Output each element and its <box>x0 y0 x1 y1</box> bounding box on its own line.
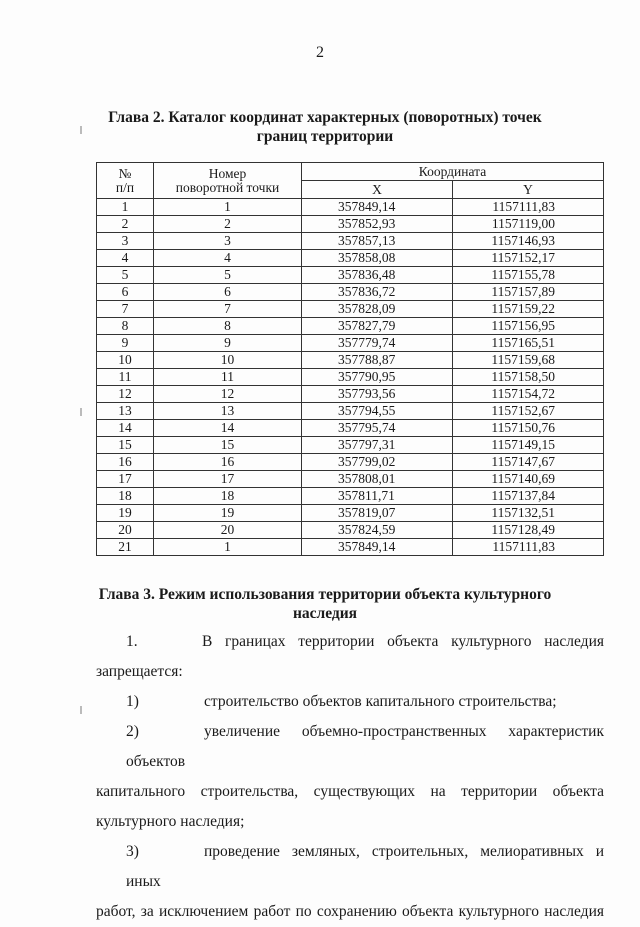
table-row <box>97 471 604 488</box>
coordinate-table <box>96 162 604 556</box>
scan-artifact <box>80 706 82 714</box>
table-body <box>97 199 604 556</box>
cell-y: 1157165,51 <box>453 335 604 352</box>
cell-y: 1157154,72 <box>453 386 604 403</box>
cell-point: 8 <box>154 318 302 335</box>
cell-num: 4 <box>97 250 154 267</box>
cell-point: 14 <box>154 420 302 437</box>
cell-point: 6 <box>154 284 302 301</box>
cell-y: 1157111,83 <box>453 199 604 216</box>
cell-num: 12 <box>97 386 154 403</box>
cell-y: 1157137,84 <box>453 488 604 505</box>
cell-y: 1157156,95 <box>453 318 604 335</box>
chapter-3-heading-line2: наследия <box>292 605 358 622</box>
cell-point: 2 <box>154 216 302 233</box>
table-row <box>97 301 604 318</box>
header-x: X <box>302 181 453 199</box>
header-num-line1: № <box>118 165 132 181</box>
cell-point: 1 <box>154 199 302 216</box>
cell-x: 357808,01 <box>302 471 453 488</box>
cell-y: 1157111,83 <box>453 539 604 556</box>
cell-num: 7 <box>97 301 154 318</box>
table-row <box>97 539 604 556</box>
cell-x: 357794,55 <box>302 403 453 420</box>
table-row <box>97 454 604 471</box>
list-item-3 <box>96 717 604 837</box>
header-point <box>154 163 302 199</box>
chapter-2-heading-line1: Глава 2. Каталог координат характерных (поворотных) точек <box>108 109 542 126</box>
table-row <box>97 267 604 284</box>
scan-artifact <box>80 408 82 416</box>
header-num-line2: п/п <box>115 179 135 195</box>
cell-x: 357827,79 <box>302 318 453 335</box>
cell-point: 9 <box>154 335 302 352</box>
table-row <box>97 403 604 420</box>
list-item-2 <box>96 687 604 717</box>
cell-y: 1157149,15 <box>453 437 604 454</box>
table-row <box>97 284 604 301</box>
cell-point: 13 <box>154 403 302 420</box>
cell-num: 10 <box>97 352 154 369</box>
item-line1: увеличение объемно-пространственных характеристик объектов <box>126 723 604 770</box>
cell-y: 1157146,93 <box>453 233 604 250</box>
cell-num: 13 <box>97 403 154 420</box>
item-number: 3) <box>126 843 139 860</box>
item-line1: В границах территории объекта культурного наследия <box>202 633 604 650</box>
cell-num: 9 <box>97 335 154 352</box>
table-row <box>97 522 604 539</box>
cell-x: 357799,02 <box>302 454 453 471</box>
table-row <box>97 335 604 352</box>
item-rest: работ, за исключением работ по сохранению объекта культурного наследия <box>96 903 604 920</box>
cell-x: 357779,74 <box>302 335 453 352</box>
table-row <box>97 420 604 437</box>
cell-y: 1157152,17 <box>453 250 604 267</box>
table-row <box>97 250 604 267</box>
cell-num: 5 <box>97 267 154 284</box>
cell-y: 1157147,67 <box>453 454 604 471</box>
cell-point: 16 <box>154 454 302 471</box>
item-number: 1. <box>126 633 138 650</box>
item-line1: строительство объектов капитального строительства; <box>204 693 557 710</box>
header-point-line2: поворотной точки <box>175 179 280 195</box>
cell-x: 357811,71 <box>302 488 453 505</box>
header-num <box>97 163 154 199</box>
cell-num: 18 <box>97 488 154 505</box>
cell-y: 1157158,50 <box>453 369 604 386</box>
cell-point: 11 <box>154 369 302 386</box>
cell-point: 4 <box>154 250 302 267</box>
cell-x: 357857,13 <box>302 233 453 250</box>
header-y: Y <box>453 181 604 199</box>
cell-y: 1157128,49 <box>453 522 604 539</box>
table-row <box>97 505 604 522</box>
table-row <box>97 216 604 233</box>
cell-x: 357836,48 <box>302 267 453 284</box>
table-row <box>97 488 604 505</box>
list-item-1 <box>96 627 604 687</box>
table-row <box>97 369 604 386</box>
cell-point: 19 <box>154 505 302 522</box>
table-row <box>97 437 604 454</box>
cell-y: 1157150,76 <box>453 420 604 437</box>
cell-point: 3 <box>154 233 302 250</box>
cell-point: 5 <box>154 267 302 284</box>
cell-num: 14 <box>97 420 154 437</box>
chapter-2-heading-line2: границ территории <box>256 128 394 145</box>
cell-point: 7 <box>154 301 302 318</box>
cell-point: 20 <box>154 522 302 539</box>
table-row <box>97 386 604 403</box>
cell-num: 15 <box>97 437 154 454</box>
cell-point: 10 <box>154 352 302 369</box>
table-row <box>97 318 604 335</box>
cell-point: 15 <box>154 437 302 454</box>
cell-x: 357790,95 <box>302 369 453 386</box>
cell-num: 21 <box>97 539 154 556</box>
cell-x: 357793,56 <box>302 386 453 403</box>
cell-x: 357819,07 <box>302 505 453 522</box>
item-line1: проведение земляных, строительных, мелиоративных и иных <box>126 843 604 890</box>
cell-x: 357828,09 <box>302 301 453 318</box>
item-number: 1) <box>126 693 139 710</box>
cell-num: 8 <box>97 318 154 335</box>
cell-x: 357858,08 <box>302 250 453 267</box>
cell-num: 17 <box>97 471 154 488</box>
cell-y: 1157159,68 <box>453 352 604 369</box>
chapter-3-heading <box>60 585 590 623</box>
cell-y: 1157152,67 <box>453 403 604 420</box>
cell-y: 1157119,00 <box>453 216 604 233</box>
cell-num: 2 <box>97 216 154 233</box>
table-row <box>97 352 604 369</box>
cell-x: 357788,87 <box>302 352 453 369</box>
cell-point: 17 <box>154 471 302 488</box>
cell-num: 6 <box>97 284 154 301</box>
cell-x: 357849,14 <box>302 539 453 556</box>
chapter-3-body <box>96 627 604 927</box>
cell-x: 357852,93 <box>302 216 453 233</box>
chapter-2-heading <box>60 108 590 146</box>
scan-artifact <box>80 126 82 134</box>
header-point-line1: Номер <box>208 165 247 181</box>
cell-x: 357849,14 <box>302 199 453 216</box>
cell-y: 1157132,51 <box>453 505 604 522</box>
cell-num: 3 <box>97 233 154 250</box>
cell-x: 357824,59 <box>302 522 453 539</box>
cell-point: 1 <box>154 539 302 556</box>
item-number: 2) <box>126 723 139 740</box>
cell-y: 1157159,22 <box>453 301 604 318</box>
item-rest: капитального строительства, существующих на территории объекта культурного наследия; <box>96 783 604 830</box>
table-row <box>97 233 604 250</box>
cell-num: 16 <box>97 454 154 471</box>
cell-num: 1 <box>97 199 154 216</box>
page-number: 2 <box>316 44 324 61</box>
table-row <box>97 199 604 216</box>
cell-num: 20 <box>97 522 154 539</box>
cell-x: 357795,74 <box>302 420 453 437</box>
cell-y: 1157157,89 <box>453 284 604 301</box>
list-item-4 <box>96 837 604 927</box>
header-coordinate: Координата <box>302 163 604 181</box>
chapter-3-heading-line1: Глава 3. Режим использования территории объекта культурного <box>98 586 552 603</box>
cell-point: 12 <box>154 386 302 403</box>
cell-x: 357797,31 <box>302 437 453 454</box>
cell-point: 18 <box>154 488 302 505</box>
cell-num: 11 <box>97 369 154 386</box>
cell-num: 19 <box>97 505 154 522</box>
cell-y: 1157140,69 <box>453 471 604 488</box>
item-rest: запрещается: <box>96 663 183 680</box>
cell-y: 1157155,78 <box>453 267 604 284</box>
cell-x: 357836,72 <box>302 284 453 301</box>
